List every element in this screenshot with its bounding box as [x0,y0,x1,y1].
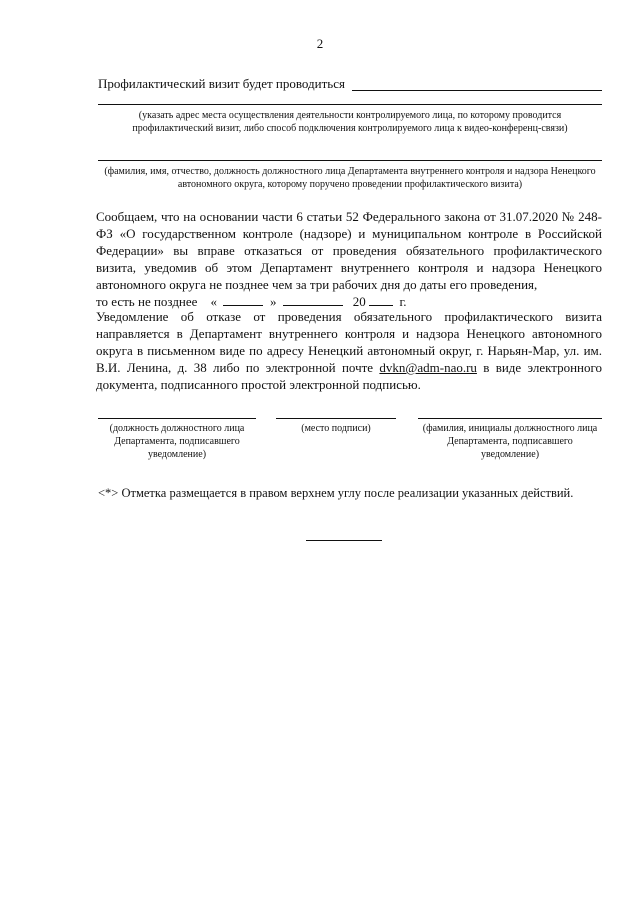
end-divider [306,540,382,541]
refusal-right-text: Сообщаем, что на основании части 6 статьи 52 Федерального закона от 31.07.2020 № 248-ФЗ «О государственном контроле (надзоре) и муниципальном контроле в Российской Федерации» вы вправе отказаться от проведения обязательного профилактического визита, уведомив об этом Департамент внутреннего контроля и надзора Ненецкого автономного округа не позднее чем за три рабочих дня до даты его проведения, [96,209,602,292]
position-caption: (должность должностного лица Департамента, подписавшего уведомление) [109,423,245,460]
footnote: <*> Отметка размещается в правом верхнем углу после реализации указанных действий. [98,486,574,500]
visit-line-label: Профилактический визит будет проводиться [98,76,345,91]
official-note: (фамилия, имя, отчество, должность должностного лица Департамента внутреннего контроля и надзора Ненецкого автономного округа, которому поручено проведении профилактического визита) [104,166,596,190]
year-suffix: г. [399,294,407,309]
position-signature-line [98,418,256,419]
notification-tail: в виде электронного документа, подписанного простой электронной подписью. [96,360,602,392]
name-caption: (фамилия, инициалы должностного лица Департамента, подписавшего уведомление) [422,423,598,460]
refusal-right-paragraph [96,208,602,310]
signature-caption: (место подписи) [301,423,371,434]
deadline-prefix: то есть не позднее [96,294,198,309]
address-note: (указать адрес места осуществления деятельности контролируемого лица, по которому проводится профилактический визит, либо способ подключения контролируемого лица к видео-конференц-связи) [132,110,568,134]
page-number: 2 [316,36,324,51]
month-blank [283,294,343,306]
visit-address-blank [352,90,602,91]
official-underline [98,160,602,161]
notification-paragraph [96,308,602,393]
quote-open: « [210,294,217,309]
quote-close: » [269,294,277,309]
day-blank [223,294,263,306]
name-signature-line [418,418,602,419]
address-underline [98,104,602,105]
year-prefix: 20 [352,294,366,309]
email-link[interactable]: dvkn@adm-nao.ru [379,360,477,375]
notification-text: Уведомление об отказе от проведения обязательного профилактического визита направляется в Департамент внутреннего контроля и надзора Ненецкого автономного округа в письменном виде по адресу Ненецкий автономный округ, г. Нарьян-Мар, ул. им. В.И. Ленина, д. 38 либо по электронной почте [96,309,602,375]
year-blank [369,294,393,306]
signature-line [276,418,396,419]
